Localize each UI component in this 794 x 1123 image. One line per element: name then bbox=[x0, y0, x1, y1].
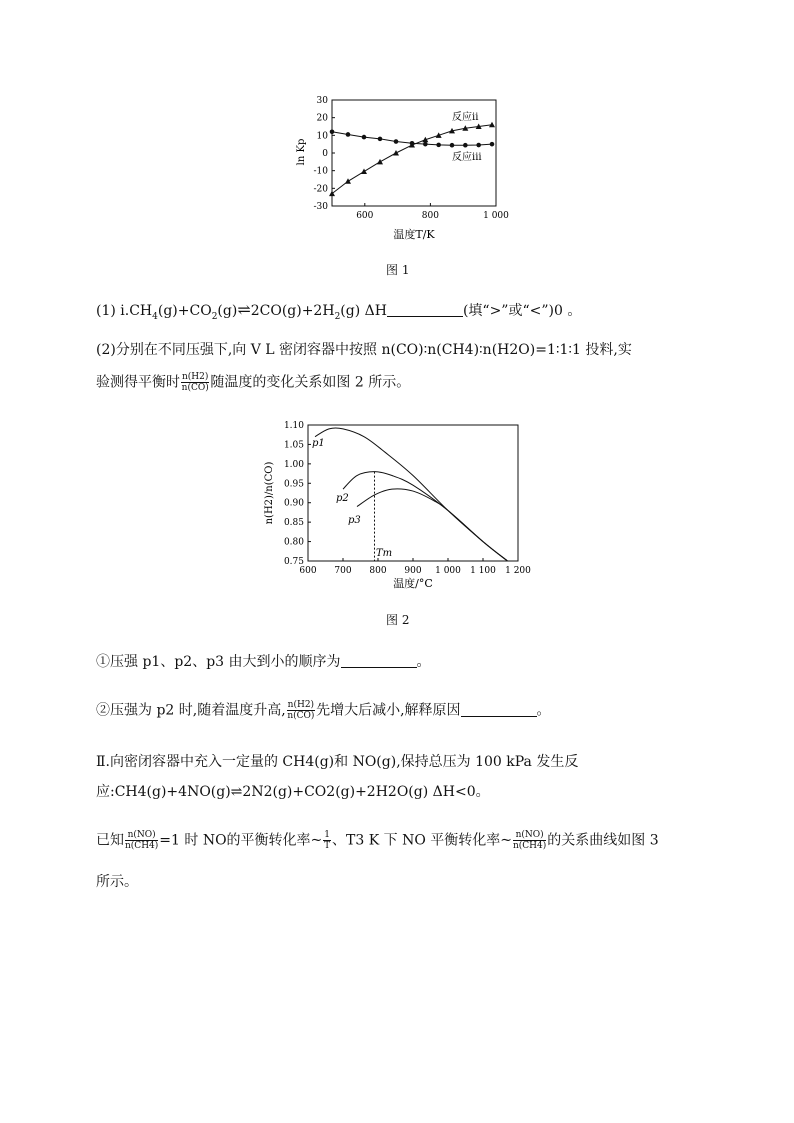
question-2-line2: 验测得平衡时 $\frac{n(H2)}{n(CO)}$ 随温度的变化关系如图 2 所示。 bbox=[96, 372, 411, 393]
fig1-point-triangle bbox=[377, 159, 383, 165]
fig2-xtick-label: 800 bbox=[369, 566, 387, 576]
fraction-h2-co-2: $\frac{n(H2)}{n(CO)}$ bbox=[287, 700, 315, 721]
fig1-point-circle bbox=[410, 141, 415, 146]
fig1-ytick-label: 10 bbox=[316, 131, 328, 142]
fig1-point-circle bbox=[476, 143, 481, 148]
fig2-ytick-label: 0.90 bbox=[283, 498, 304, 509]
question-1: (1) $ⅰ.CH_4(g)+CO_2(g)\rightleftharpoons 2CO(g)+2H_2(g)$ ΔH (填“>”或“<”)0 。 bbox=[96, 300, 582, 322]
answer-blank-2[interactable] bbox=[341, 653, 417, 668]
part-2-known-line2: 所示。 bbox=[96, 874, 138, 890]
answer-blank-1[interactable] bbox=[387, 302, 463, 317]
figure-1-caption: 图 1 bbox=[386, 263, 410, 277]
question-2-2: ②压强为 p2 时,随着温度升高, $\frac{n(H2)}{n(CO)}$ 先增大后减小,解释原因 。 bbox=[96, 700, 551, 721]
answer-blank-3[interactable] bbox=[461, 702, 537, 717]
fig1-point-circle bbox=[490, 142, 495, 147]
fig1-xlabel: 温度T/K bbox=[393, 228, 435, 241]
fig2-xtick-label: 1 100 bbox=[470, 566, 496, 576]
fig2-label-p1: p1 bbox=[312, 438, 325, 449]
part-2-line2: 应:CH4(g)+4NO(g)⇌2N2(g)+CO2(g)+2H2O(g) ΔH<0。 bbox=[96, 784, 490, 800]
fig2-ytick-label: 1.10 bbox=[283, 421, 304, 431]
fig2-ytick-label: 0.80 bbox=[283, 537, 304, 548]
fig2-ytick-label: 0.75 bbox=[283, 557, 304, 567]
fig1-point-circle bbox=[436, 143, 441, 148]
fraction-no-ch4-2: $\frac{n(NO)}{n(CH4)}$ bbox=[512, 830, 547, 851]
fig1-point-triangle bbox=[345, 178, 351, 184]
fig1-point-triangle bbox=[393, 150, 399, 156]
fig1-point-circle bbox=[423, 142, 428, 147]
fig2-ytick-label: 1.00 bbox=[283, 459, 304, 470]
fig1-point-triangle bbox=[361, 169, 367, 175]
fig1-label-iii: 反应iii bbox=[452, 152, 482, 163]
fig2-ylabel: n(H2)/n(CO) bbox=[264, 461, 275, 525]
fraction-no-ch4: $\frac{n(NO)}{n(CH4)}$ bbox=[125, 830, 159, 851]
figure-2-chart bbox=[250, 415, 540, 595]
fig1-xtick-label: 600 bbox=[356, 211, 374, 221]
fig1-ytick-label: 30 bbox=[316, 96, 328, 106]
fig1-ytick-label: -30 bbox=[313, 202, 328, 212]
fig1-ytick-label: -20 bbox=[313, 184, 328, 195]
figure-1-chart bbox=[290, 90, 530, 250]
fig2-xlabel: 温度/°C bbox=[393, 577, 433, 590]
fig1-label-ii: 反应ii bbox=[452, 112, 479, 123]
fig1-point-circle bbox=[450, 143, 455, 148]
part-2-line1: Ⅱ.向密闭容器中充入一定量的 CH4(g)和 NO(g),保持总压为 100 kPa 发生反 bbox=[96, 754, 579, 770]
fig2-label-tm: Tm bbox=[376, 548, 393, 559]
fig2-xtick-label: 1 000 bbox=[435, 566, 461, 576]
figure-2-caption: 图 2 bbox=[386, 613, 410, 627]
fig1-xtick-label: 800 bbox=[421, 211, 439, 221]
fig1-ytick-label: 0 bbox=[322, 149, 328, 159]
fraction-h2-co: $\frac{n(H2)}{n(CO)}$ bbox=[181, 372, 209, 393]
fraction-1-t: $\frac{1}{T}$ bbox=[324, 830, 331, 851]
fig1-point-circle bbox=[346, 132, 351, 137]
fig2-ytick-label: 1.05 bbox=[283, 440, 304, 451]
fig1-point-circle bbox=[394, 139, 399, 144]
fig1-point-circle bbox=[378, 137, 383, 142]
fig2-xtick-label: 900 bbox=[404, 566, 422, 576]
fig2-ytick-label: 0.85 bbox=[283, 518, 304, 529]
fig1-point-circle bbox=[362, 135, 367, 140]
question-2-line1: (2)分别在不同压强下,向 V L 密闭容器中按照 n(CO)∶n(CH4)∶n(H2O)=1∶1∶1 投料,实 bbox=[96, 342, 632, 358]
fig2-label-p3: p3 bbox=[348, 515, 361, 526]
fig1-ytick-label: 20 bbox=[316, 113, 328, 124]
fig2-ytick-label: 0.95 bbox=[283, 479, 304, 490]
fig1-point-circle bbox=[463, 143, 468, 148]
fig1-xtick-label: 1 000 bbox=[483, 211, 509, 221]
fig2-series-line-p2 bbox=[343, 472, 508, 561]
fig2-xtick-label: 700 bbox=[334, 566, 352, 576]
fig1-ytick-label: -10 bbox=[313, 166, 328, 177]
question-2-1: ①压强 p1、p2、p3 由大到小的顺序为 。 bbox=[96, 654, 431, 670]
fig1-ylabel: ln Kp bbox=[296, 138, 307, 166]
fig2-xtick-label: 600 bbox=[299, 566, 317, 576]
fig2-label-p2: p2 bbox=[336, 493, 349, 504]
fig1-point-circle bbox=[330, 130, 335, 135]
fig1-point-triangle bbox=[489, 122, 495, 128]
part-2-known: 已知 $\frac{n(NO)}{n(CH4)}$ =1 时 NO的平衡转化率~ $\frac{1}{T}$ 、T3 K 下 NO 平衡转化率~ $\frac{n(NO)}{n(CH4)}$ 的关系曲线如图 3 bbox=[96, 830, 659, 851]
fig2-xtick-label: 1 200 bbox=[505, 566, 531, 576]
